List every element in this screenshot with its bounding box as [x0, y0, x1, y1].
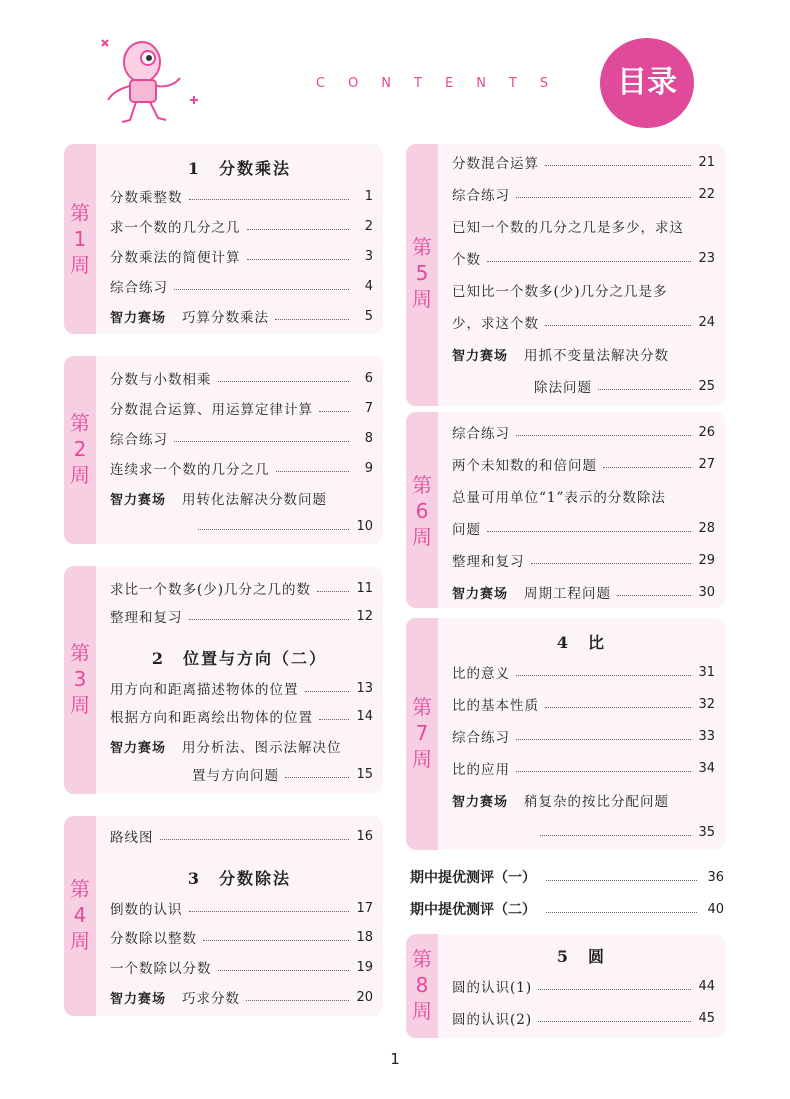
unit-heading: 3 分数除法 — [187, 869, 292, 888]
toc-entry[interactable]: 总量可用单位“1”表示的分数除法 — [452, 490, 666, 506]
week-label: 第 5 周 — [412, 235, 432, 311]
toc-entry-challenge[interactable]: 智力赛场 用分析法、图示法解决位 — [110, 740, 342, 756]
week-3-card — [64, 566, 383, 794]
toc-entry-continuation[interactable]: 置与方向问题 15 — [192, 766, 373, 784]
week-6-card — [406, 412, 725, 608]
toc-entry-challenge[interactable]: 智力赛场 巧算分数乘法 5 — [110, 308, 373, 326]
week-5-card — [406, 144, 725, 406]
week-2-card — [64, 356, 383, 544]
week-label: 第 2 周 — [70, 411, 90, 487]
toc-entry[interactable]: 比的意义 31 — [452, 664, 715, 682]
toc-entry[interactable]: 倒数的认识 17 — [110, 900, 373, 918]
toc-entry-challenge[interactable]: 智力赛场 用抓不变量法解决分数 — [452, 348, 670, 364]
unit-heading: 1 分数乘法 — [187, 159, 292, 178]
toc-entry[interactable]: 比的基本性质 32 — [452, 696, 715, 714]
toc-entry[interactable]: 分数混合运算 21 — [452, 154, 715, 172]
toc-entry[interactable]: 连续求一个数的几分之几 9 — [110, 460, 373, 478]
week-label: 第 1 周 — [70, 201, 90, 277]
toc-entry[interactable]: 分数乘法的简便计算 3 — [110, 248, 373, 266]
week-4-card — [64, 816, 383, 1016]
toc-entry[interactable]: 整理和复习 12 — [110, 608, 373, 626]
toc-entry[interactable]: 一个数除以分数 19 — [110, 959, 373, 977]
midterm-test-entry[interactable]: 期中提优测评（二） 40 — [410, 901, 724, 918]
toc-entry[interactable]: 路线图 16 — [110, 828, 373, 846]
week-1-card — [64, 144, 383, 334]
toc-entry[interactable]: 综合练习 33 — [452, 728, 715, 746]
toc-entry[interactable]: 综合练习 4 — [110, 278, 373, 296]
toc-entry[interactable]: 比的应用 34 — [452, 760, 715, 778]
toc-entry[interactable]: 综合练习 22 — [452, 186, 715, 204]
toc-entry[interactable]: 已知一个数的几分之几是多少，求这 — [452, 220, 684, 236]
toc-entry-challenge[interactable]: 智力赛场 稍复杂的按比分配问题 — [452, 794, 670, 810]
toc-entry[interactable]: 两个未知数的和倍问题 27 — [452, 456, 715, 474]
robot-mascot-illustration — [92, 30, 202, 130]
toc-entry-challenge[interactable]: 智力赛场 周期工程问题 30 — [452, 584, 715, 602]
unit-heading: 4 比 — [556, 633, 607, 652]
toc-entry[interactable]: 综合练习 8 — [110, 430, 373, 448]
toc-entry-continuation[interactable]: 问题 28 — [452, 520, 715, 538]
toc-entry[interactable]: 综合练习 26 — [452, 424, 715, 442]
toc-entry[interactable]: 分数与小数相乘 6 — [110, 370, 373, 388]
toc-entry-continuation[interactable]: 35 — [534, 822, 715, 842]
week-label: 第 3 周 — [70, 641, 90, 717]
toc-entry[interactable]: 求比一个数多(少)几分之几的数 11 — [110, 580, 373, 598]
toc-entry[interactable]: 已知比一个数多(少)几分之几是多 — [452, 284, 668, 300]
toc-entry[interactable]: 分数乘整数 1 — [110, 188, 373, 206]
toc-entry-continuation[interactable]: 10 — [192, 516, 373, 536]
toc-entry[interactable]: 分数除以整数 18 — [110, 929, 373, 947]
week-label: 第 7 周 — [412, 695, 432, 771]
week-label: 第 8 周 — [412, 947, 432, 1023]
toc-entry-challenge[interactable]: 智力赛场 用转化法解决分数问题 — [110, 492, 328, 508]
toc-entry-continuation[interactable]: 除法问题 25 — [534, 378, 715, 396]
page-number: 1 — [390, 1050, 400, 1068]
toc-entry[interactable]: 根据方向和距离绘出物体的位置 14 — [110, 708, 373, 726]
toc-entry[interactable]: 整理和复习 29 — [452, 552, 715, 570]
toc-entry[interactable]: 分数混合运算、用运算定律计算 7 — [110, 400, 373, 418]
toc-entry[interactable]: 圆的认识(1) 44 — [452, 978, 715, 996]
toc-entry-continuation[interactable]: 少，求这个数 24 — [452, 314, 715, 332]
week-7-card — [406, 618, 725, 850]
unit-heading: 5 圆 — [556, 947, 607, 966]
toc-entry[interactable]: 圆的认识(2) 45 — [452, 1010, 715, 1028]
week-label: 第 6 周 — [412, 473, 432, 549]
week-8-card — [406, 934, 725, 1038]
unit-heading: 2 位置与方向（二） — [151, 649, 328, 668]
toc-entry[interactable]: 求一个数的几分之几 2 — [110, 218, 373, 236]
midterm-test-entry[interactable]: 期中提优测评（一） 36 — [410, 869, 724, 886]
contents-heading: CONTENTS — [316, 76, 572, 91]
week-label: 第 4 周 — [70, 877, 90, 953]
toc-title-badge: 目录 — [600, 38, 694, 128]
toc-entry[interactable]: 用方向和距离描述物体的位置 13 — [110, 680, 373, 698]
toc-entry-challenge[interactable]: 智力赛场 巧求分数 20 — [110, 989, 373, 1007]
toc-entry-continuation[interactable]: 个数 23 — [452, 250, 715, 268]
